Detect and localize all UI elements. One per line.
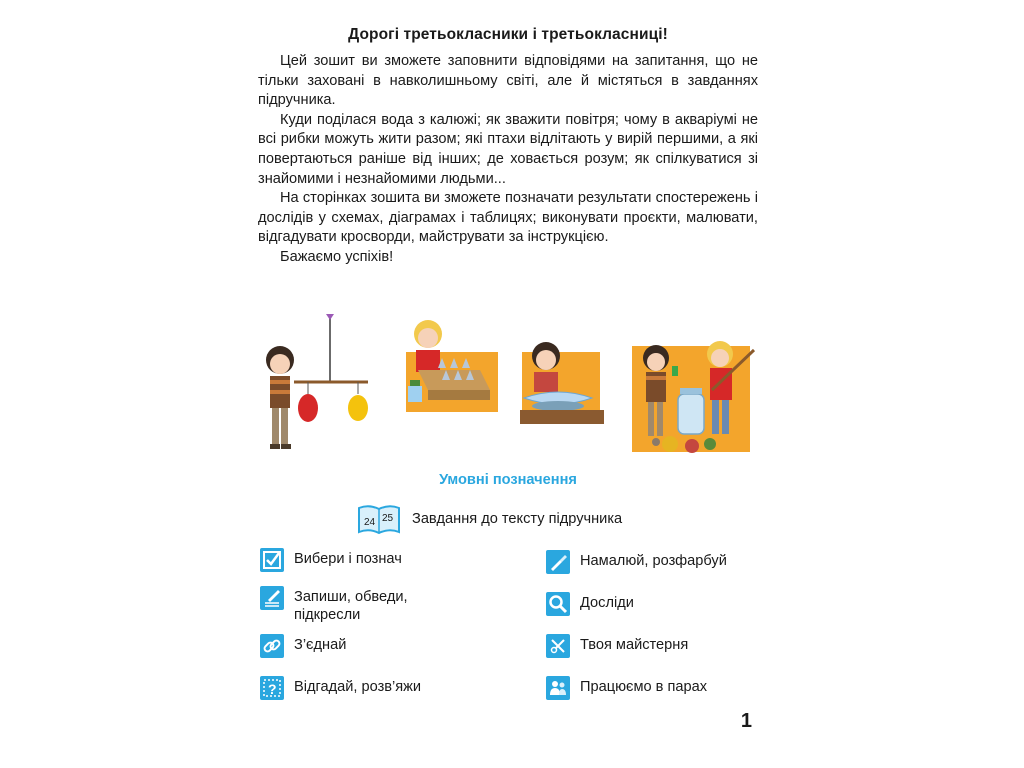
- legend-title: Умовні позначення: [439, 472, 577, 488]
- legend-label: Відгадай, розв’яжи: [294, 679, 422, 695]
- magnifier-icon: [546, 592, 570, 616]
- workbook-page: [248, 0, 768, 768]
- svg-text:?: ?: [268, 681, 277, 697]
- question-icon: [260, 676, 284, 700]
- legend-label: Намалюй, розфарбуй: [580, 553, 727, 569]
- legend-connect: [260, 634, 346, 658]
- pair-icon: [546, 676, 570, 700]
- page-number: 1: [740, 710, 752, 732]
- intro-text: [258, 52, 758, 268]
- legend-choose-mark: [260, 548, 402, 572]
- intro-paragraph-1: Цей зошит ви зможете заповнити відповідями на запитання, що не тільки заховані в навколишньому світі, але й містяться в завданнях підручника.: [258, 53, 758, 109]
- girl-fish-scene: [520, 342, 604, 424]
- textbook-page-right: 25: [382, 513, 394, 524]
- legend-workshop: [546, 634, 688, 658]
- legend-label: З’єднай: [294, 637, 347, 653]
- legend-guess-solve: [260, 676, 421, 700]
- intro-paragraph-2: Куди поділася вода з калюжі; як зважити повітря; чому в акваріумі не всі рибки можуть жити разом; які птахи відлітають у вирій першими, а які повертаються раніше від інших; де ховається розум; як спілкуватися зі знайомими і незнайомими людьми...: [258, 111, 758, 187]
- legend-explore: [546, 592, 634, 616]
- legend-write-circle: [260, 586, 408, 624]
- workshop-icon: [546, 634, 570, 658]
- kids-jar-scene: [632, 341, 754, 453]
- intro-paragraph-3: На сторінках зошита ви зможете позначати результати спостережень і дослідів у схемах, діаграмах і таблицях; виконувати проєкти, малювати, відгадувати кросворди, майструвати за інструкцією.: [258, 190, 758, 246]
- boy-tray-scene: [406, 320, 498, 412]
- intro-paragraph-4: Бажаємо успіхів!: [280, 248, 394, 265]
- textbook-icon: [356, 501, 402, 537]
- textbook-page-left: 24: [364, 517, 376, 528]
- pen-lines-icon: [260, 586, 284, 610]
- textbook-task-label: Завдання до тексту підручника: [412, 511, 623, 527]
- legend-label: Досліди: [580, 595, 634, 611]
- legend-label: Вибери і познач: [294, 551, 402, 567]
- brush-icon: [546, 550, 570, 574]
- legend-work-in-pairs: [546, 676, 707, 700]
- textbook-task-legend: [356, 500, 622, 538]
- link-icon: [260, 634, 284, 658]
- legend-label: Працюємо в парах: [580, 679, 708, 695]
- girl-balance-scene: [266, 314, 368, 449]
- children-illustration: [258, 310, 758, 460]
- page-heading: Дорогі третьокласники і третьокласниці!: [348, 26, 668, 43]
- legend-label: Твоя майстерня: [580, 637, 689, 653]
- checkbox-icon: [260, 548, 284, 572]
- legend-label: Запиши, обведи, підкресли: [294, 589, 408, 623]
- legend-draw-color: [546, 550, 727, 574]
